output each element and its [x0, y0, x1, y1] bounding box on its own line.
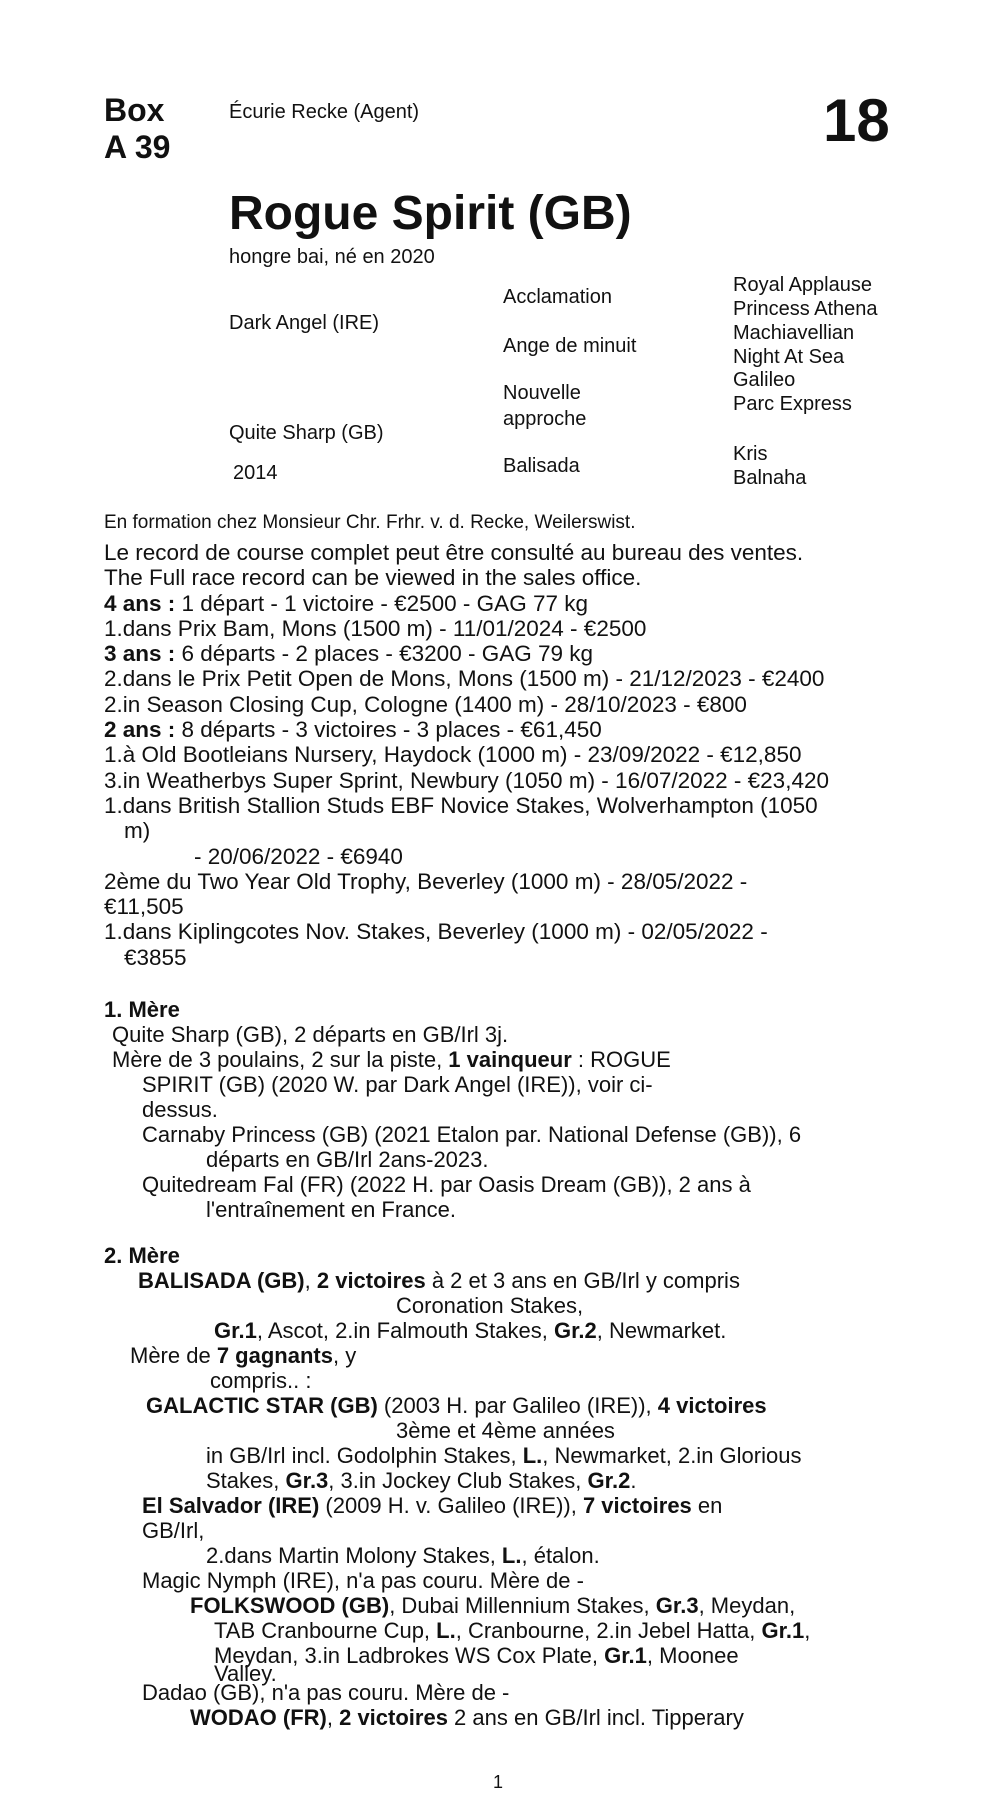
pedigree-sire: Dark Angel (IRE)	[229, 312, 380, 334]
pedigree-sire-sire: Acclamation	[503, 286, 612, 308]
record-row: 1.dans Kiplingcotes Nov. Stakes, Beverley (1000 m) - 02/05/2022 -	[104, 919, 768, 945]
pedigree-ggp-1: Royal Applause	[733, 274, 872, 296]
dam1-section	[104, 997, 964, 1222]
record-row: €11,505	[104, 894, 184, 920]
consignor: Écurie Recke (Agent)	[229, 101, 420, 123]
record-row: - 20/06/2022 - €6940	[194, 843, 403, 869]
pedigree-dam-sire: Nouvelle approche	[503, 382, 587, 430]
dam2-line: in GB/Irl incl. Godolphin Stakes, L., Newmarket, 2.in Glorious	[206, 1443, 802, 1468]
dam2-line: Mère de 7 gagnants, y	[130, 1343, 357, 1368]
dam2-line: Dadao (GB), n'a pas couru. Mère de -	[142, 1680, 510, 1705]
horse-name: Rogue Spirit (GB)	[229, 187, 632, 240]
record-row: 2ème du Two Year Old Trophy, Beverley (1000 m) - 28/05/2022 -	[104, 868, 748, 894]
box-line2: A 39	[104, 129, 171, 165]
record-row: m)	[124, 818, 151, 844]
dam2-line: GALACTIC STAR (GB) (2003 H. par Galileo (IRE)), 4 victoires	[146, 1393, 767, 1418]
record-intro-en: The Full race record can be viewed in the sales office.	[104, 565, 642, 591]
dam1-line: Quite Sharp (GB), 2 départs en GB/Irl 3j.	[112, 1022, 509, 1047]
record-row: €3855	[124, 944, 187, 970]
pedigree-ggp-7: Kris	[733, 443, 768, 465]
record-row: 3.in Weatherbys Super Sprint, Newbury (1050 m) - 16/07/2022 - €23,420	[104, 767, 829, 793]
box-line1: Box	[104, 92, 165, 128]
dam2-section	[104, 1243, 964, 1730]
dam2-line: Magic Nymph (IRE), n'a pas couru. Mère de -	[142, 1568, 584, 1593]
dam1-line: Carnaby Princess (GB) (2021 Etalon par. National Defense (GB)), 6	[142, 1122, 802, 1147]
dam1-line: départs en GB/Irl 2ans-2023.	[206, 1147, 489, 1172]
pedigree-ggp-8: Balnaha	[733, 467, 807, 489]
pedigree-dam: Quite Sharp (GB)	[229, 422, 384, 444]
dam1-heading: 1. Mère	[104, 997, 180, 1022]
record-age3: 3 ans : 6 départs - 2 places - €3200 - GAG 79 kg	[104, 641, 594, 667]
record-row: 2.in Season Closing Cup, Cologne (1400 m) - 28/10/2023 - €800	[104, 691, 747, 717]
dam2-line: El Salvador (IRE) (2009 H. v. Galileo (IRE)), 7 victoires en	[142, 1493, 723, 1518]
pedigree-ggp-4: Night At Sea	[733, 346, 845, 368]
pedigree-ggp-6: Parc Express	[733, 393, 852, 415]
dam1-line: Quitedream Fal (FR) (2022 H. par Oasis Dream (GB)), 2 ans à	[142, 1172, 751, 1197]
lot-number: 18	[823, 87, 890, 154]
dam2-line: GB/Irl,	[142, 1518, 205, 1543]
pedigree-dam-dam: Balisada	[503, 455, 580, 477]
pedigree-ggp-3: Machiavellian	[733, 322, 855, 344]
dam2-line: Gr.1, Ascot, 2.in Falmouth Stakes, Gr.2, Newmarket.	[214, 1318, 727, 1343]
dam2-line: 2.dans Martin Molony Stakes, L., étalon.	[206, 1543, 600, 1568]
record-row: 2.dans le Prix Petit Open de Mons, Mons (1500 m) - 21/12/2023 - €2400	[104, 666, 825, 692]
pedigree-sire-dam: Ange de minuit	[503, 335, 637, 357]
dam2-line: Valley.	[214, 1661, 277, 1686]
box-label	[104, 92, 170, 166]
dam2-heading: 2. Mère	[104, 1243, 180, 1268]
race-record	[104, 540, 964, 970]
dam1-line: SPIRIT (GB) (2020 W. par Dark Angel (IRE)), voir ci-	[142, 1072, 653, 1097]
dam2-line: Stakes, Gr.3, 3.in Jockey Club Stakes, Gr.2.	[206, 1468, 637, 1493]
dam2-line: compris.. :	[210, 1368, 312, 1393]
record-row: 1.dans Prix Bam, Mons (1500 m) - 11/01/2024 - €2500	[104, 615, 647, 641]
dam1-line: Mère de 3 poulains, 2 sur la piste, 1 vainqueur : ROGUE	[112, 1047, 671, 1072]
record-age2: 2 ans : 8 départs - 3 victoires - 3 places - €61,450	[104, 717, 602, 743]
dam2-line: Coronation Stakes,	[396, 1293, 584, 1318]
dam1-line: dessus.	[142, 1097, 218, 1122]
record-row: 1.à Old Bootleians Nursery, Haydock (1000 m) - 23/09/2022 - €12,850	[104, 742, 802, 768]
dam2-line: 3ème et 4ème années	[396, 1418, 615, 1443]
horse-description: hongre bai, né en 2020	[229, 246, 435, 268]
dam2-line: Meydan, 3.in Ladbrokes WS Cox Plate, Gr.1, Moonee	[214, 1643, 739, 1668]
dam2-line: FOLKSWOOD (GB), Dubai Millennium Stakes, Gr.3, Meydan,	[190, 1593, 796, 1618]
page-number: 1	[493, 1772, 504, 1792]
dam1-line: l'entraînement en France.	[206, 1197, 457, 1222]
dam2-line: TAB Cranbourne Cup, L., Cranbourne, 2.in Jebel Hatta, Gr.1,	[214, 1618, 811, 1643]
pedigree-ggp-5: Galileo	[733, 369, 796, 391]
pedigree-ggp-2: Princess Athena	[733, 298, 878, 320]
record-intro-fr: Le record de course complet peut être consulté au bureau des ventes.	[104, 540, 804, 565]
training-note: En formation chez Monsieur Chr. Frhr. v. d. Recke, Weilerswist.	[104, 512, 636, 533]
record-age4: 4 ans : 1 départ - 1 victoire - €2500 - GAG 77 kg	[104, 590, 588, 616]
record-row: 1.dans British Stallion Studs EBF Novice Stakes, Wolverhampton (1050	[104, 792, 818, 818]
pedigree-dam-year: 2014	[233, 462, 278, 484]
dam2-line: WODAO (FR), 2 victoires 2 ans en GB/Irl incl. Tipperary	[190, 1705, 744, 1730]
dam2-line: BALISADA (GB), 2 victoires à 2 et 3 ans en GB/Irl y compris	[138, 1268, 740, 1293]
